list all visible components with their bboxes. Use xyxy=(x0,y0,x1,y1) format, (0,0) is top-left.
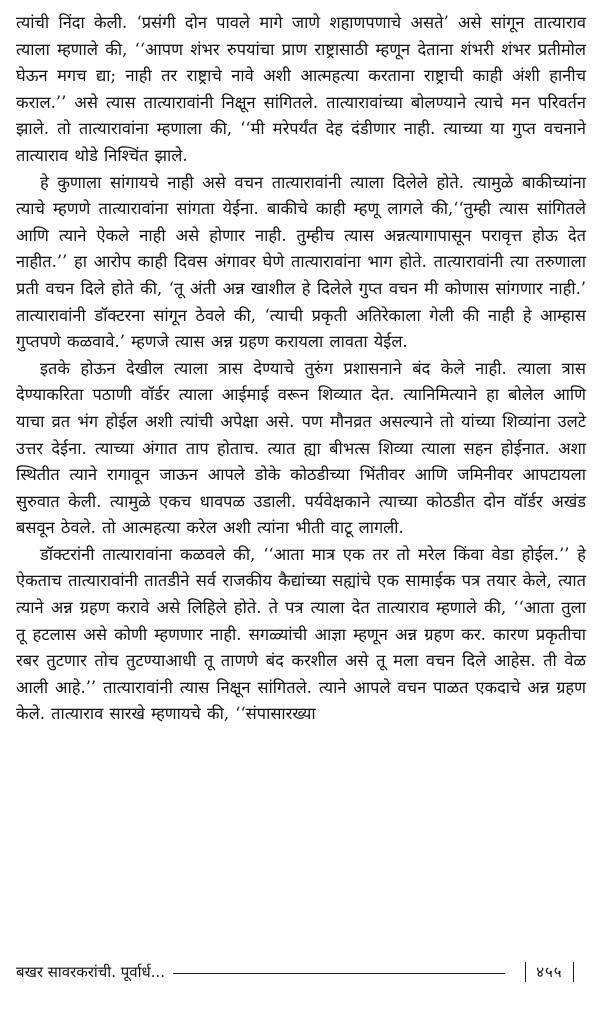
paragraph-1: त्यांची निंदा केली. ‘प्रसंगी दोन पावले मागे जाणे शहाणपणाचे असते’ असे सांगून तात्याराव त्याला म्हणाले की, ‘‘आपण शंभर रुपयांचा प्राण राष्ट्रासाठी म्हणून देताना शंभरी शंभर प्रतीमोल घेऊन मगच द्या; नाही तर राष्ट्राचे नावे अशी आत्महत्या करताना राष्ट्राची काही अंशी हानीच कराल.’’ असे त्यास तात्यारावांनी निक्षून सांगितले. तात्यारावांच्या बोलण्याने त्याचे मन परिवर्तन झाले. तो तात्यारावांना म्हणाला की, ‘‘मी मरेपर्यंत देह दंडीणार नाही. त्याच्या या गुप्त वचनाने तात्याराव थोडे निश्चिंत झाले. xyxy=(16,13,586,165)
footer-separator-right xyxy=(573,962,574,982)
page-body xyxy=(16,10,586,728)
footer-separator-left xyxy=(525,962,526,982)
page-number: ४५५ xyxy=(536,963,563,981)
paragraph-2: हे कुणाला सांगायचे नाही असे वचन तात्यारावांनी त्याला दिलेले होते. त्यामुळे बाकीच्यांना त्याचे म्हणणे तात्यारावांना सांगता येईना. बाकीचे काही म्हणू लागले की,‘‘तुम्ही त्यास सांगितले आणि त्याने ऐकले नाही असे होणार नाही. तुम्हीच त्यास अन्नत्यागापासून परावृत्त होऊ देत नाहीत.’’ हा आरोप काही दिवस अंगावर घेणे तात्यारावांना भाग होते. तात्यारावांनी त्या तरुणाला प्रती वचन दिले होते की, ‘तू अंती अन्न खाशील हे दिलेले गुप्त वचन मी कोणास सांगणार नाही.’ तात्यारावांनी डॉक्टरना सांगून ठेवले की, ‘त्याची प्रकृती अतिरेकाला गेली की नाही हे आम्हास गुप्तपणे कळवावे.’ म्हणजे त्यास अन्न ग्रहण करायला लावता येईल. xyxy=(16,172,586,352)
page-footer xyxy=(16,960,584,984)
paragraph-3: इतके होऊन देखील त्याला त्रास देण्याचे तुरुंग प्रशासनाने बंद केले नाही. त्याला त्रास देण्याकरिता पठाणी वॉर्डर त्याला आईमाई वरून शिव्यात देत. त्यानिमित्याने हा बोलेल आणि याचा व्रत भंग होईल अशी त्यांची अपेक्षा असे. पण मौनव्रत असल्याने तो यांच्या शिव्यांना उलटे उत्तर देईना. त्याच्या अंगात ताप होताच. त्यात ह्या बीभत्स शिव्या त्याला सहन होईनात. अशा स्थितीत त्याने रागावून जाऊन आपले डोके कोठडीच्या भिंतीवर आणि जमिनीवर आपटायला सुरुवात केली. त्यामुळे एकच धावपळ उडाली. पर्यवेक्षकाने त्याच्या कोठडीत दोन वॉर्डर अखंड बसवून ठेवले. तो आत्महत्या करेल अशी त्यांना भीती वाटू लागली. xyxy=(16,358,586,538)
paragraph-4: डॉक्टरांनी तात्यारावांना कळवले की, ‘‘आता मात्र एक तर तो मरेल किंवा वेडा होईल.’’ हे ऐकताच तात्यारावांनी तातडीने सर्व राजकीय कैद्यांच्या सह्यांचे एक सामाईक पत्र तयार केले, त्यात त्याने अन्न ग्रहण करावे असे लिहिले होते. ते पत्र त्याला देत तात्याराव म्हणाले की, ‘‘आता तुला तू हटलास असे कोणी म्हणणार नाही. सगळ्यांची आज्ञा म्हणून अन्न ग्रहण कर. कारण प्रकृतीचा रबर तुटणार तोच तुटण्याआधी तू ताणणे बंद करशील असे तू मला वचन दिले आहेस. ती वेळ आली आहे.’’ तात्यारावांनी त्यास निक्षून सांगितले. त्याने आपले वचन पाळत एकदाचे अन्न ग्रहण केले. तात्याराव सारखे म्हणायचे की, ‘‘संपासारख्या xyxy=(16,544,586,724)
footer-rule xyxy=(173,973,505,974)
footer-book-title: बखर सावरकरांची. पूर्वार्ध... xyxy=(16,963,165,981)
